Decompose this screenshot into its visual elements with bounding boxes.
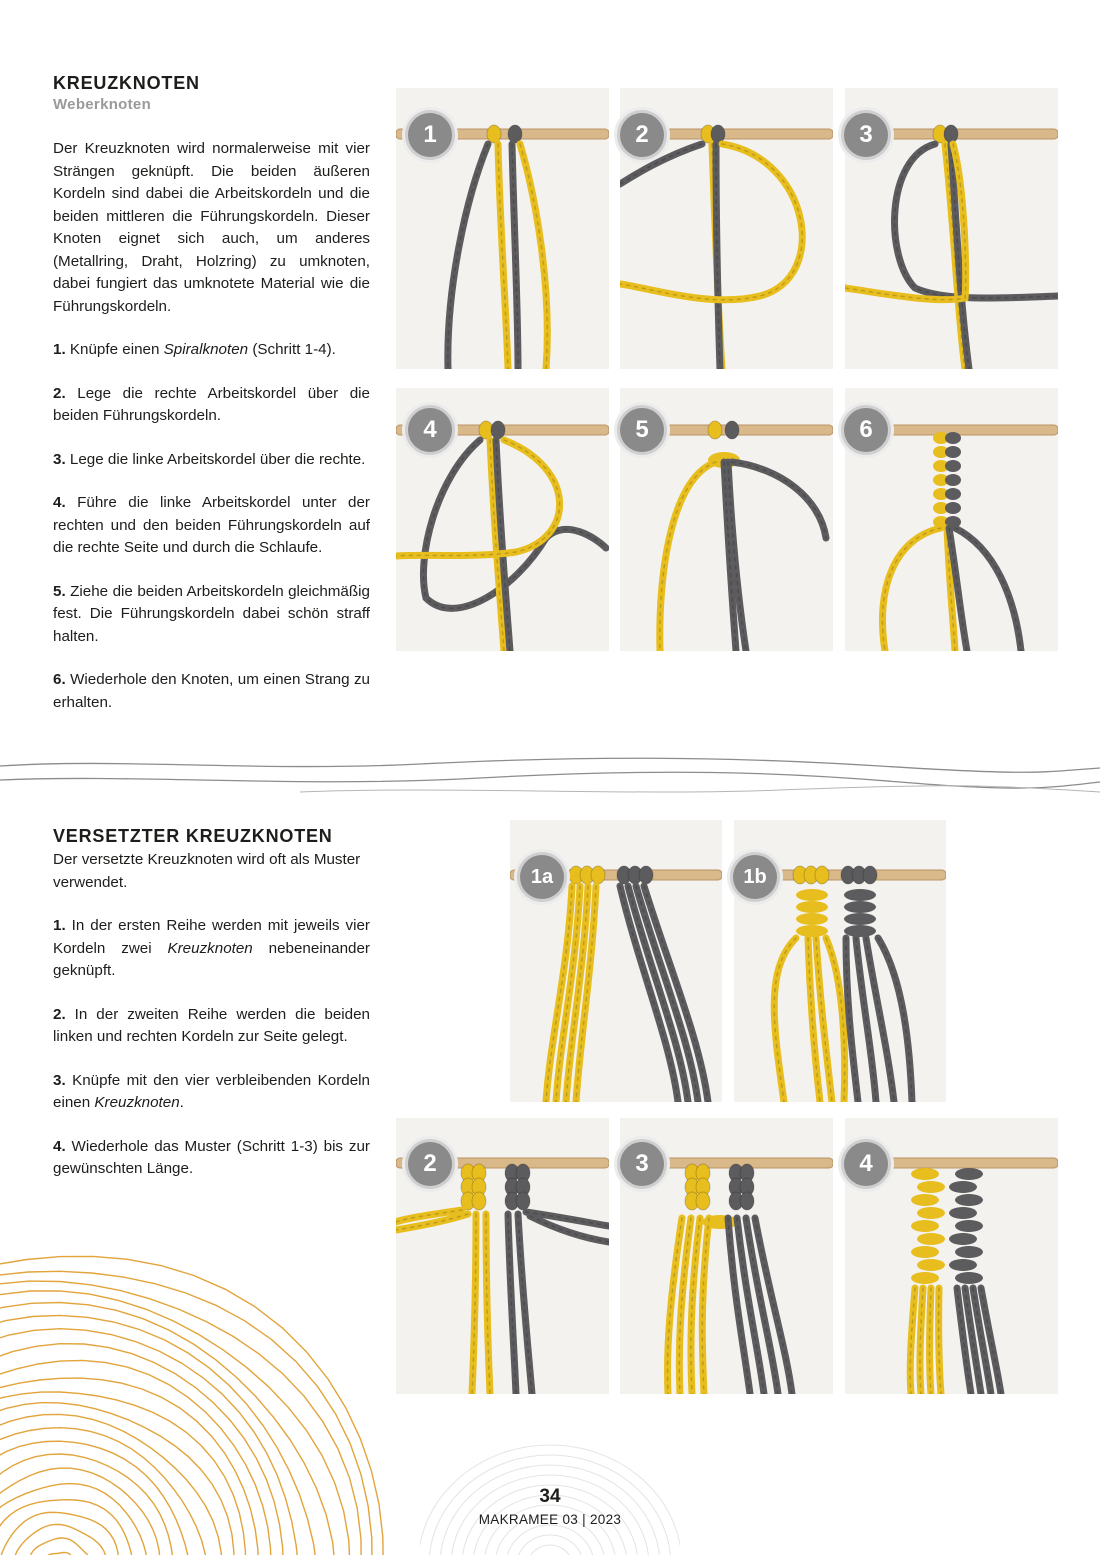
step-text: Lege die linke Arbeitskordel über die rechte.	[69, 450, 366, 468]
step-4	[53, 1136, 370, 1181]
step-badge-1: 1	[408, 113, 452, 157]
step-text-end: nebeneinander geknüpft.	[53, 939, 370, 979]
step-number: 3.	[53, 1071, 66, 1089]
step-text: Knüpfe mit den vier verbleibenden Kordeln einen	[53, 1071, 370, 1111]
section-title-versetzter-kreuzknoten: VERSETZTER KREUZKNOTEN	[53, 826, 333, 846]
step-text: Wiederhole den Knoten, um einen Strang zu erhalten.	[53, 671, 370, 711]
step-text: In der ersten Reihe werden mit jeweils vier Kordeln zwei	[53, 917, 370, 957]
step-badge-4: 4	[408, 408, 452, 452]
page-number: 34	[539, 1486, 561, 1507]
step-text-end: .	[179, 1094, 184, 1111]
step-1	[53, 339, 370, 362]
step-text: Lege die rechte Arbeitskordel über die beiden Führungskordeln.	[53, 384, 370, 424]
magazine-issue: MAKRAMEE 03 | 2023	[478, 1512, 622, 1527]
step-1	[53, 915, 370, 983]
section2-text-column	[53, 849, 370, 1202]
step-badge-1a: 1a	[520, 855, 564, 899]
step-number: 5.	[53, 582, 66, 600]
step-number: 6.	[53, 671, 66, 688]
step-number: 3.	[53, 450, 66, 468]
step-text-end: (Schritt 1-4).	[248, 341, 336, 358]
step-3	[53, 449, 370, 472]
step-number: 4.	[53, 494, 66, 511]
step-text: Führe die linke Arbeitskordel unter der rechten und den beiden Führungskordeln auf die rechte Seite und durch die Schlaufe.	[53, 494, 370, 556]
step-number: 1.	[53, 341, 66, 358]
section-subtitle: Weberknoten	[53, 96, 152, 113]
step-badge-2: 2	[620, 113, 664, 157]
step-number: 2.	[53, 1005, 66, 1023]
step-text: In der zweiten Reihe werden die beiden linken und rechten Kordeln zur Seite gelegt.	[53, 1005, 370, 1045]
step-knot-reference: Kreuzknoten	[94, 1094, 180, 1111]
step-6	[53, 669, 370, 714]
step-5	[53, 581, 370, 649]
step-badge-5: 5	[620, 408, 664, 452]
step-number: 4.	[53, 1137, 66, 1155]
step-3	[53, 1070, 370, 1115]
step-knot-reference: Kreuzknoten	[167, 939, 253, 957]
section1-steps	[53, 339, 370, 714]
step-knot-reference: Spiralknoten	[163, 341, 249, 358]
section-title-kreuzknoten: KREUZKNOTEN	[53, 73, 200, 93]
step-badge-v2: 2	[408, 1142, 452, 1186]
wavy-divider	[0, 752, 1100, 802]
section2-steps	[53, 915, 370, 1181]
step-badge-3: 3	[844, 113, 888, 157]
step-number: 1.	[53, 917, 66, 934]
section2-intro: Der versetzte Kreuzknoten wird oft als Muster verwendet.	[53, 851, 361, 891]
step-2	[53, 383, 370, 428]
step-badge-6: 6	[844, 408, 888, 452]
step-2	[53, 1004, 370, 1049]
step-text: Ziehe die beiden Arbeitskordeln gleichmäßig fest. Die Führungskordeln dabei schön straff halten.	[53, 582, 370, 645]
step-number: 2.	[53, 384, 66, 402]
step-badge-1b: 1b	[733, 855, 777, 899]
step-text: Wiederhole das Muster (Schritt 1-3) bis zur gewünschten Länge.	[53, 1137, 370, 1177]
step-text: Knüpfe einen	[69, 341, 164, 358]
step-badge-v3: 3	[620, 1142, 664, 1186]
step-badge-v4: 4	[844, 1142, 888, 1186]
section1-text-column	[53, 138, 370, 735]
step-4	[53, 492, 370, 560]
section1-intro: Der Kreuzknoten wird normalerweise mit vier Strängen geknüpft. Die beiden äußeren Kordeln sind dabei die Arbeitskordeln und die beiden mittleren die Führungskordeln. Dieser Knoten eignet sich auch, um anderes (Metallring, Draht, Holzring) zu umknoten, dabei fungiert das umknotete Material wie die Führungskordeln.	[53, 140, 370, 315]
